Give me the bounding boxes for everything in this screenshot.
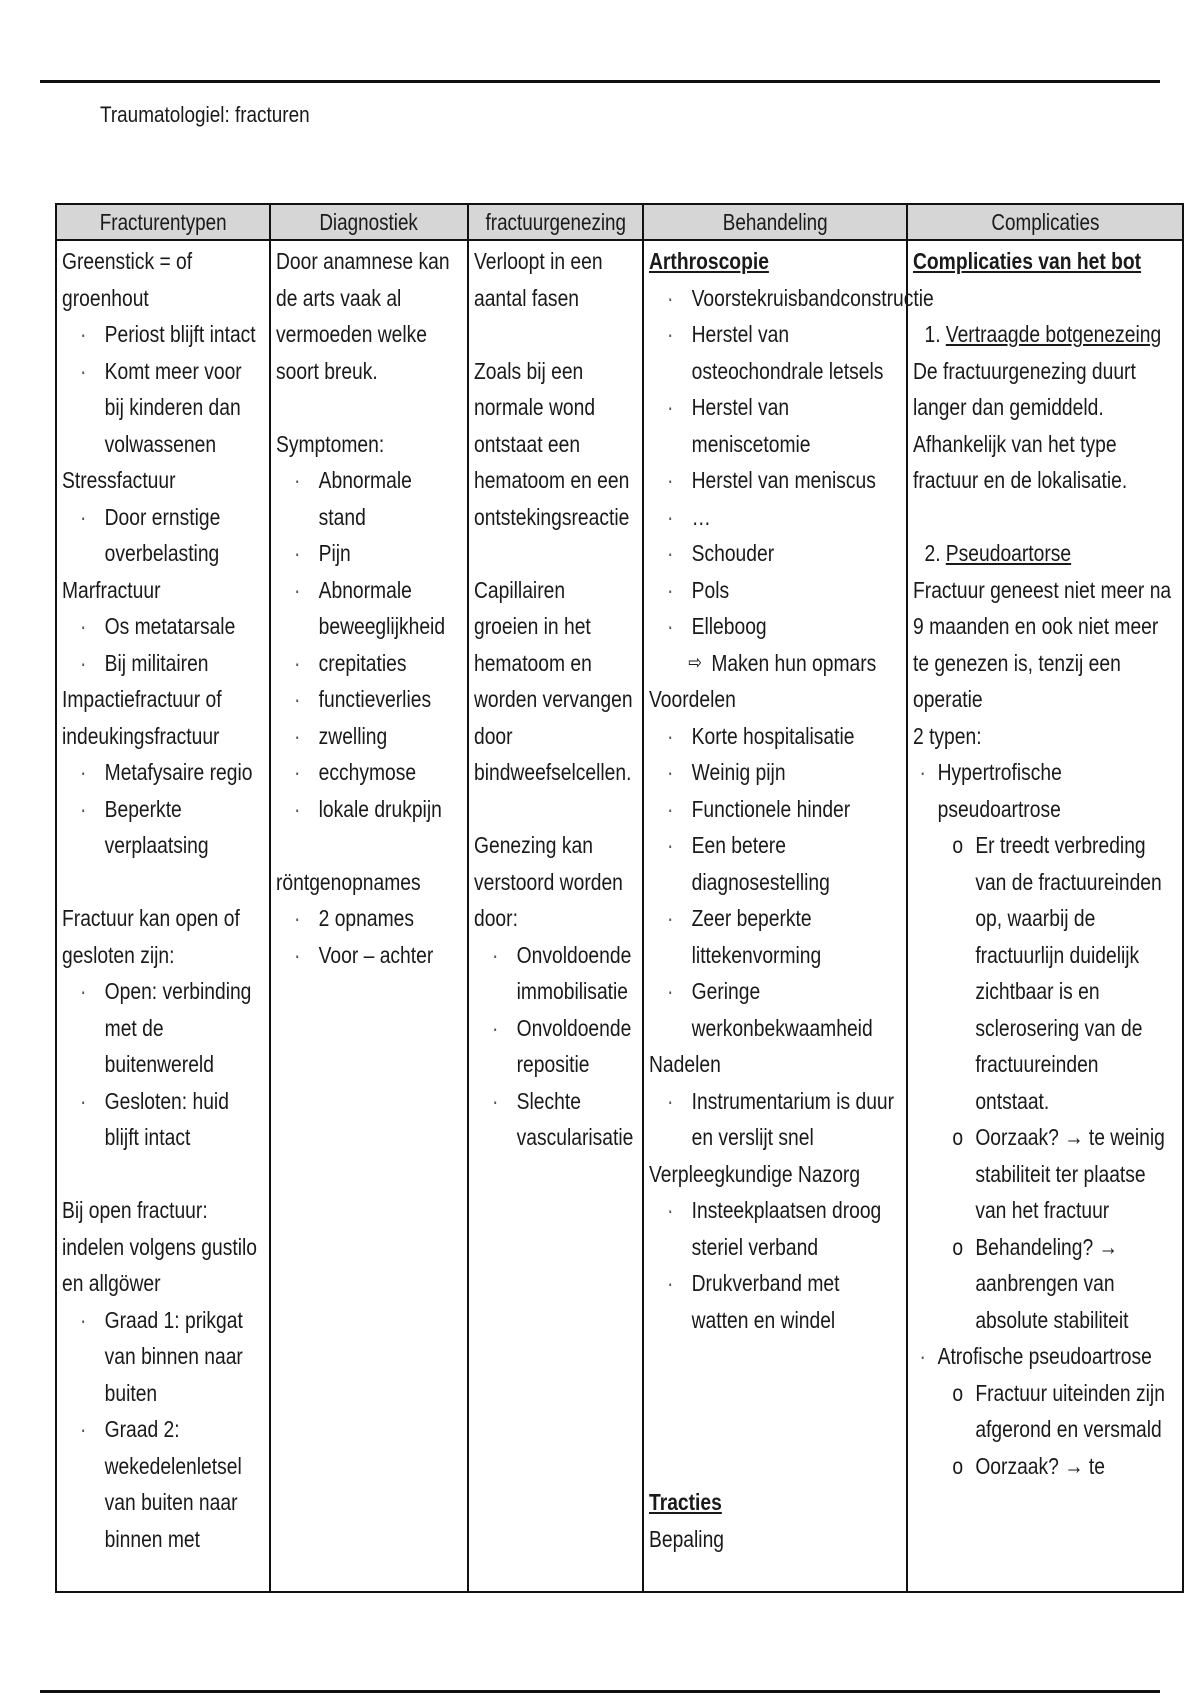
vertraagde-text: De fractuurgenezing duurt langer dan gemiddeld. Afhankelijk van het type fractuur en de lokalisatie. <box>913 357 1136 493</box>
cell-diagnostiek <box>270 240 468 1592</box>
list-item: · Elleboog <box>649 608 897 645</box>
list-item: · Functionele hinder <box>649 791 897 828</box>
list-item: · 2 opnames <box>276 900 459 937</box>
list-item: · Atrofische pseudoartrose <box>913 1338 1173 1375</box>
nadelen-label: Nadelen <box>649 1051 721 1077</box>
list-item: · Schouder <box>649 535 897 572</box>
spacer <box>649 1338 897 1375</box>
complicaties-heading: Complicaties van het bot <box>913 248 1142 274</box>
list-item: · Abnormale beweeglijkheid <box>276 572 459 645</box>
sub-list-item: o Oorzaak? → te weinig stabiliteit ter plaatse van het fractuur <box>913 1119 1173 1229</box>
spacer <box>62 864 261 901</box>
spacer <box>913 499 1173 536</box>
header-diagnostiek: Diagnostiek <box>270 204 468 240</box>
list-item: · functieverlies <box>276 681 459 718</box>
list-item: · Metafysaire regio <box>62 754 261 791</box>
header-complicaties: Complicaties <box>907 204 1183 240</box>
arthroscopie-heading: Arthroscopie <box>649 248 769 274</box>
spacer <box>649 1448 897 1485</box>
spacer <box>913 280 1173 317</box>
genezing-p1: Verloopt in een aantal fasen <box>474 248 603 311</box>
list-item: · Periost blijft intact <box>62 316 261 353</box>
cell-fracturentypen <box>56 240 270 1592</box>
list-item: · Onvoldoende repositie <box>474 1010 634 1083</box>
spacer <box>474 791 634 828</box>
list-item: · Bij militairen <box>62 645 261 682</box>
typen-label: 2 typen: <box>913 722 982 749</box>
anamnese-text: Door anamnese kan de arts vaak al vermoeden welke soort breuk. <box>276 248 450 384</box>
table-row <box>56 240 1183 1592</box>
spacer <box>62 1156 261 1193</box>
list-item: · Door ernstige overbelasting <box>62 499 261 572</box>
list-item: · Graad 1: prikgat van binnen naar buiten <box>62 1302 261 1412</box>
genezing-p2: Zoals bij een normale wond ontstaat een hematoom en een ontstekingsreactie <box>474 357 630 530</box>
list-item: · Instrumentarium is duur en verslijt snel <box>649 1083 897 1156</box>
list-item: · Herstel van meniscetomie <box>649 389 897 462</box>
stress-text: Stressfactuur <box>62 467 176 493</box>
list-item: · Geringe werkonbekwaamheid <box>649 973 897 1046</box>
list-item: · Beperkte verplaatsing <box>62 791 261 864</box>
list-item: · Pijn <box>276 535 459 572</box>
cell-complicaties <box>907 240 1183 1592</box>
list-item: · Voor – achter <box>276 937 459 974</box>
symptomen-label: Symptomen: <box>276 430 385 457</box>
gustilo-text: Bij open fractuur: indelen volgens gustilo en allgöwer <box>62 1197 257 1296</box>
list-item: · Herstel van osteochondrale letsels <box>649 316 897 389</box>
header-fracturentypen: Fracturentypen <box>56 204 270 240</box>
notes-table <box>55 203 1184 1593</box>
list-item: · Slechte vascularisatie <box>474 1083 634 1156</box>
bepaling-text: Bepaling <box>649 1525 725 1552</box>
rontgen-label: röntgenopnames <box>276 868 421 895</box>
arrow-item: ⇨ Maken hun opmars <box>649 645 897 682</box>
list-item: · … <box>649 499 897 536</box>
sub-list-item: o Oorzaak? → te <box>913 1448 1173 1485</box>
page-title: Traumatologiel: fracturen <box>100 102 310 127</box>
spacer <box>474 535 634 572</box>
spacer <box>649 1411 897 1448</box>
numbered-item-1: 1. Vertraagde botgenezeing <box>924 321 1162 347</box>
mar-text: Marfractuur <box>62 576 161 603</box>
spacer <box>276 389 459 426</box>
sub-list-item: o Behandeling? → aanbrengen van absolute stabiliteit <box>913 1229 1173 1339</box>
list-item: · crepitaties <box>276 645 459 682</box>
open-gesloten-text: Fractuur kan open of gesloten zijn: <box>62 905 240 968</box>
table-header-row <box>56 204 1183 240</box>
list-item: · Onvoldoende immobilisatie <box>474 937 634 1010</box>
greenstick-text: Greenstick = of groenhout <box>62 248 193 311</box>
list-item: · Graad 2: wekedelenletsel van buiten naar binnen met <box>62 1411 261 1557</box>
list-item: · Herstel van meniscus <box>649 462 897 499</box>
spacer <box>276 827 459 864</box>
numbered-item-2: 2. Pseudoartorse <box>924 540 1072 566</box>
list-item: · Voorstekruisbandconstructie <box>649 280 897 317</box>
impactie-text: Impactiefractuur of indeukingsfractuur <box>62 686 222 749</box>
list-item: · lokale drukpijn <box>276 791 459 828</box>
nazorg-label: Verpleegkundige Nazorg <box>649 1160 861 1187</box>
cell-fractuurgenezing <box>468 240 643 1592</box>
tracties-heading: Tracties <box>649 1489 722 1515</box>
list-item: · Korte hospitalisatie <box>649 718 897 755</box>
spacer <box>474 316 634 353</box>
list-item: · Os metatarsale <box>62 608 261 645</box>
list-item: · Een betere diagnosestelling <box>649 827 897 900</box>
top-rule <box>40 80 1160 83</box>
list-item: · ecchymose <box>276 754 459 791</box>
list-item: · Open: verbinding met de buitenwereld <box>62 973 261 1083</box>
list-item: · Weinig pijn <box>649 754 897 791</box>
cell-behandeling <box>643 240 934 1592</box>
genezing-p4: Genezing kan verstoord worden door: <box>474 832 623 931</box>
list-item: · Hypertrofische pseudoartrose <box>913 754 1173 827</box>
pseudoartrose-text: Fractuur geneest niet meer na 9 maanden en ook niet meer te genezen is, tenzij een operatie <box>913 576 1172 712</box>
voordelen-label: Voordelen <box>649 686 736 712</box>
list-item: · Abnormale stand <box>276 462 459 535</box>
list-item: · Drukverband met watten en windel <box>649 1265 897 1338</box>
header-behandeling: Behandeling <box>643 204 907 240</box>
list-item: · Pols <box>649 572 897 609</box>
genezing-p3: Capillairen groeien in het hematoom en worden vervangen door bindweefselcellen. <box>474 576 633 785</box>
spacer <box>649 1375 897 1412</box>
header-fractuurgenezing: fractuurgenezing <box>468 204 643 240</box>
sub-list-item: o Fractuur uiteinden zijn afgerond en versmald <box>913 1375 1173 1448</box>
sub-list-item: o Er treedt verbreding van de fractuureinden op, waarbij de fractuurlijn duidelijk zichtbaar is en sclerosering van de fractuureinden ontstaat. <box>913 827 1173 1119</box>
list-item: · Komt meer voor bij kinderen dan volwassenen <box>62 353 261 463</box>
list-item: · Zeer beperkte littekenvorming <box>649 900 897 973</box>
list-item: · zwelling <box>276 718 459 755</box>
list-item: · Insteekplaatsen droog steriel verband <box>649 1192 897 1265</box>
list-item: · Gesloten: huid blijft intact <box>62 1083 261 1156</box>
bottom-rule <box>40 1690 1160 1693</box>
